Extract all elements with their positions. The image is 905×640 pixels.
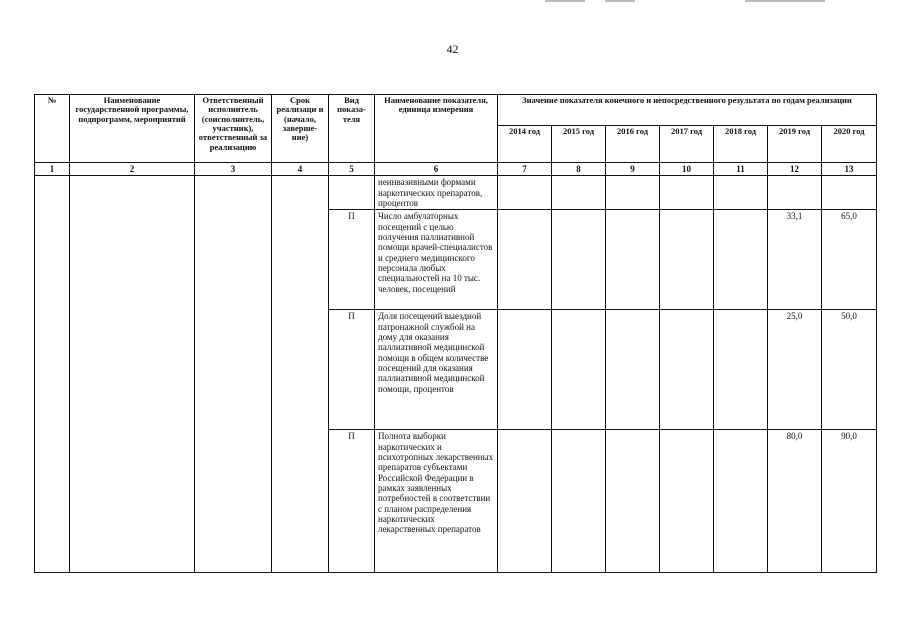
cell-value-2020: 50,0	[822, 310, 877, 430]
header-col-program: Наименование государственной программы, подпрограмм, мероприятий	[70, 95, 195, 163]
column-number: 10	[660, 163, 714, 176]
column-number: 3	[195, 163, 272, 176]
cell-value	[552, 310, 606, 430]
cell-indicator: Полнота выборки наркотических и психотропных лекарственных препаратов субъектами Российской Федерации в рамках заявленных потребностей в соответствии с планом распределения наркотических лекарственных препаратов	[375, 430, 498, 573]
cell-value-2019: 33,1	[768, 210, 822, 310]
column-number: 13	[822, 163, 877, 176]
cell-value	[660, 310, 714, 430]
cell-value	[552, 210, 606, 310]
header-col-term: Срок реализаци и (начало, заверше-ние)	[272, 95, 329, 163]
page-number: 42	[446, 42, 459, 56]
header-row	[35, 95, 877, 126]
header-col-no: №	[35, 95, 70, 163]
cell-value	[660, 430, 714, 573]
column-number: 8	[552, 163, 606, 176]
cell-value	[498, 430, 552, 573]
scan-artifact-marks	[545, 0, 845, 3]
cell-value	[606, 430, 660, 573]
table-row	[35, 176, 877, 210]
cell-value	[498, 310, 552, 430]
cell-type: П	[329, 210, 375, 310]
cell-value	[606, 310, 660, 430]
header-year-2015: 2015 год	[552, 126, 606, 163]
cell-value	[606, 210, 660, 310]
cell-value-2020: 65,0	[822, 210, 877, 310]
column-number: 1	[35, 163, 70, 176]
cell-term	[272, 176, 329, 573]
cell-type: П	[329, 430, 375, 573]
cell-value	[606, 176, 660, 210]
cell-indicator: неинвазивными формами наркотических препаратов, процентов	[375, 176, 498, 210]
cell-indicator: Доля посещений выездной патронажной службой на дому для оказания паллиативной медицинской помощи в общем количестве посещений для оказания паллиативной медицинской помощи, процентов	[375, 310, 498, 430]
column-number: 4	[272, 163, 329, 176]
cell-value-2020: 90,0	[822, 430, 877, 573]
cell-value-2019: 25,0	[768, 310, 822, 430]
cell-value-2019	[768, 176, 822, 210]
cell-value	[498, 210, 552, 310]
header-year-2017: 2017 год	[660, 126, 714, 163]
cell-value	[714, 430, 768, 573]
indicators-table	[34, 94, 877, 573]
cell-type: П	[329, 310, 375, 430]
cell-value	[552, 430, 606, 573]
cell-indicator: Число амбулаторных посещений с целью получения паллиативной помощи врачей-специалистов и среднего медицинского персонала любых специальностей на 10 тыс. человек, посещений	[375, 210, 498, 310]
header-year-2016: 2016 год	[606, 126, 660, 163]
cell-value	[714, 176, 768, 210]
column-number: 5	[329, 163, 375, 176]
cell-value	[714, 310, 768, 430]
cell-value	[660, 210, 714, 310]
column-number: 2	[70, 163, 195, 176]
column-number: 7	[498, 163, 552, 176]
cell-value	[498, 176, 552, 210]
header-year-2014: 2014 год	[498, 126, 552, 163]
cell-type	[329, 176, 375, 210]
cell-program	[70, 176, 195, 573]
column-numbers-row	[35, 163, 877, 176]
header-col-type: Вид показа-теля	[329, 95, 375, 163]
column-number: 11	[714, 163, 768, 176]
header-col-values-group: Значение показателя конечного и непосредственного результата по годам реализации	[498, 95, 877, 126]
cell-no	[35, 176, 70, 573]
cell-value-2019: 80,0	[768, 430, 822, 573]
header-year-2018: 2018 год	[714, 126, 768, 163]
column-number: 9	[606, 163, 660, 176]
cell-value-2020	[822, 176, 877, 210]
column-number: 12	[768, 163, 822, 176]
cell-value	[552, 176, 606, 210]
header-col-indicator: Наименование показателя, единица измерения	[375, 95, 498, 163]
cell-value	[714, 210, 768, 310]
header-year-2020: 2020 год	[822, 126, 877, 163]
header-col-executor: Ответственный исполнитель (соисполнитель, участник), ответственный за реализацию	[195, 95, 272, 163]
header-year-2019: 2019 год	[768, 126, 822, 163]
cell-executor	[195, 176, 272, 573]
cell-value	[660, 176, 714, 210]
column-number: 6	[375, 163, 498, 176]
